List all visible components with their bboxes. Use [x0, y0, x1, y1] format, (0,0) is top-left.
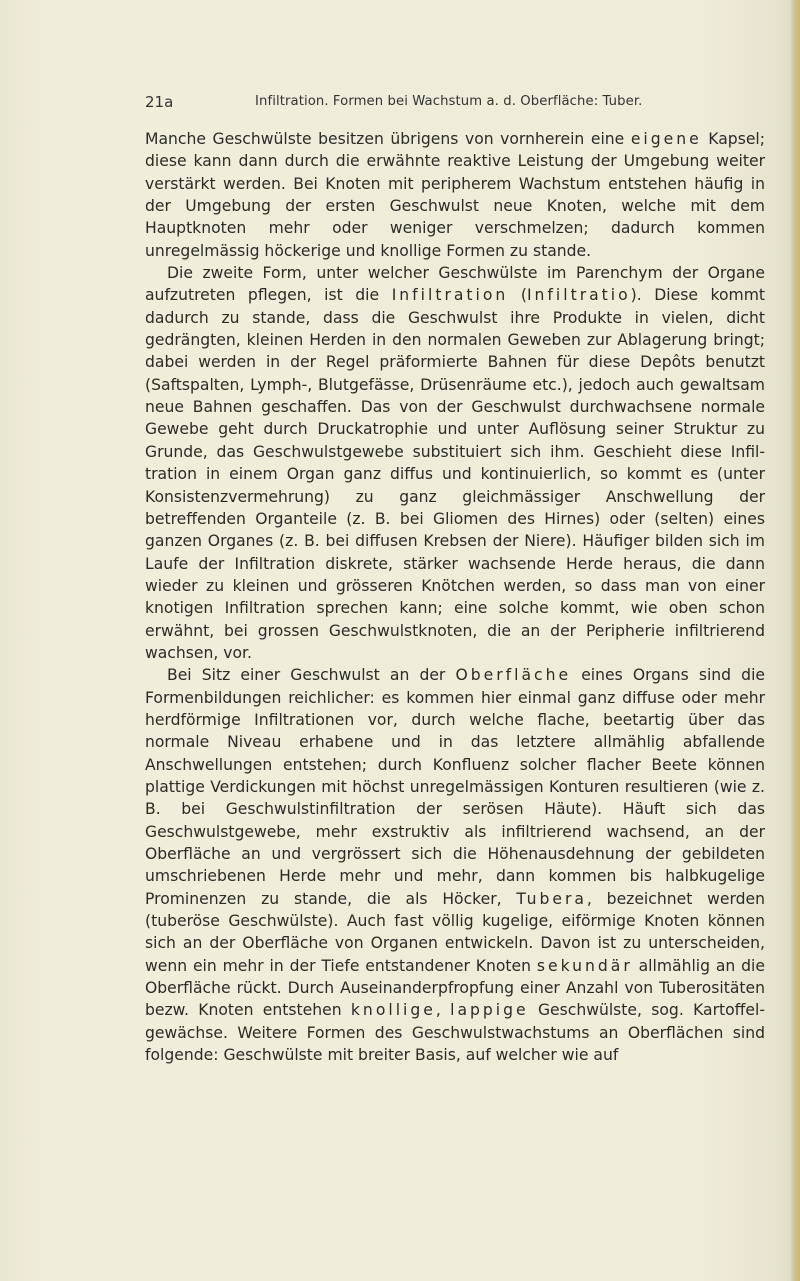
body-text — [145, 128, 765, 1066]
paragraph-1 — [145, 128, 765, 262]
spaced-term: Oberfläche — [455, 666, 572, 685]
text-run: Kapsel; diese kann dann durch die erwähnte reaktive Leistung der Umgebung weiter verstärkt werden. Bei Knoten mit peripherem Wachstum entstehen häufig in der Umgebung der ersten Geschwulst neue Knoten, welche mit dem Hauptknoten mehr oder weniger verschmelzen; dadurch kommen unregelmässig höckerige und knollige Formen zu stande. — [145, 130, 765, 260]
paragraph-3 — [145, 664, 765, 1066]
text-run: , bezeichnet werden (tuberöse Geschwülste). Auch fast völlig kugelige, eiförmige Knoten können sich an der Oberfläche von Organen entwickeln. Davon ist zu unterscheiden, wenn ein mehr in der Tiefe entstandener Knoten — [145, 889, 765, 975]
text-run: , — [435, 1001, 451, 1020]
spaced-term: lappige — [450, 1001, 529, 1020]
spaced-term: Infiltration — [391, 286, 509, 305]
page-number: 21a — [145, 93, 174, 111]
paragraph-2 — [145, 262, 765, 664]
text-run: ( — [508, 286, 527, 305]
spaced-term: Infiltratio — [526, 286, 631, 305]
text-run: Bei Sitz einer Geschwulst an der — [167, 666, 456, 685]
spaced-term: knollige — [350, 1001, 436, 1020]
running-title: Infiltration. Formen bei Wachstum a. d. Oberfläche: Tuber. — [255, 94, 643, 109]
page-edge — [790, 0, 800, 1281]
text-run: Die zweite Form, unter welcher Geschwülste im Parenchym der Organe aufzutreten pflegen, ist die — [145, 264, 765, 305]
spaced-term: sekundär — [536, 956, 633, 975]
text-run: Manche Geschwülste besitzen übrigens von vornherein eine — [145, 130, 631, 148]
text-run: ). Diese kommt dadurch zu stande, dass die Geschwulst ihre Produkte in vielen, dicht gedrängten, kleinen Herden in den normalen Geweben zur Ablagerung bringt; dabei werden in der Regel präformierte Bahnen für diese Depôts benutzt (Saftspalten, Lymph-, Blutgefässe, Drüsenräume etc.), jedoch auch gewaltsam neue Bahnen geschaffen. Das von der Geschwulst durchwachsene normale Gewebe geht durch Druckatrophie und unter Auflösung seiner Struktur zu Grunde, das Geschwulstgewebe substituiert sich ihm. Geschieht diese Infiltration in einem Organ ganz diffus und kontinuierlich, so kommt es (unter Konsistenzvermehrung) zu ganz gleichmässiger Anschwellung der betreffenden Organteile (z. B. bei Gliomen des Hirnes) oder (selten) eines ganzen Organes (z. B. bei diffusen Krebsen der Niere). Häufiger bilden sich im Laufe der Infiltration diskrete, stärker wachsende Herde heraus, die dann wieder zu kleinen und grösseren Knötchen werden, so dass man von einer knotigen Infiltration sprechen kann; eine solche kommt, wie oben schon erwähnt, bei grossen Geschwulstknoten, die an der Peripherie infiltrierend wachsen, vor. — [145, 286, 765, 662]
text-run: Geschwülste, sog. Kartoffelgewächse. Weitere Formen des Geschwulstwachstums an Oberflächen sind folgende: Geschwülste mit breiter Basis, auf welcher wie auf — [145, 1001, 765, 1065]
text-run: allmählig an die Oberfläche rückt. Durch Auseinanderpfropfung einer Anzahl von Tuberositäten bezw. Knoten entstehen — [145, 956, 765, 1020]
spaced-term: Tubera — [516, 889, 587, 908]
spaced-term: eigene — [630, 130, 702, 148]
text-run: eines Organs sind die Formenbildungen reichlicher: es kommen hier einmal ganz diffuse oder mehr herdförmige Infiltrationen vor, durch welche flache, beetartig über das normale Niveau erhabene und in das letztere allmählig abfallende Anschwellungen entstehen; durch Konfluenz solcher flacher Beete können plattige Verdickungen mit höchst unregelmässigen Konturen resultieren (wie z. B. bei Geschwulstinfiltration der serösen Häute). Häuft sich das Geschwulstgewebe, mehr exstruktiv als infiltrierend wachsend, an der Oberfläche an und vergrössert sich die Höhenausdehnung der gebildeten umschriebenen Herde mehr und mehr, dann kommen bis halbkugelige Prominenzen zu stande, die als Höcker, — [145, 666, 765, 908]
page-header — [145, 93, 765, 117]
